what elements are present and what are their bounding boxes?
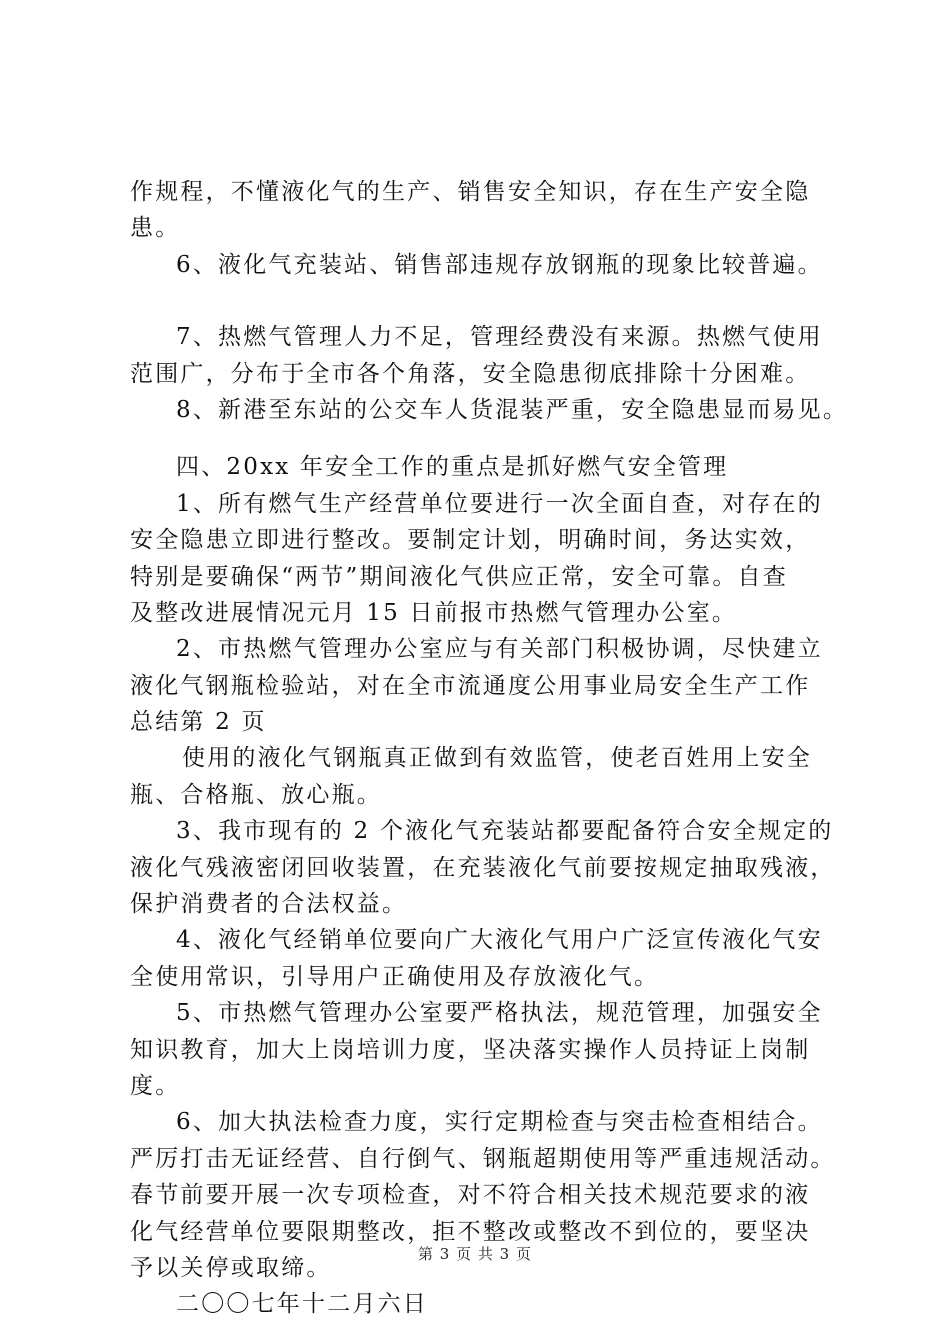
- body-line: 化气经营单位要限期整改，拒不整改或整改不到位的，要坚决: [130, 1218, 811, 1245]
- body-line: 患。: [130, 215, 181, 242]
- body-line: 严厉打击无证经营、自行倒气、钢瓶超期使用等严重违规活动。: [130, 1145, 836, 1172]
- body-line: 总结第 2 页: [130, 709, 267, 736]
- body-line: 知识教育，加大上岗培训力度，坚决落实操作人员持证上岗制: [130, 1036, 811, 1063]
- body-line: 特别是要确保“两节”期间液化气供应正常，安全可靠。自查: [130, 563, 788, 590]
- body-line: 安全隐患立即进行整改。要制定计划，明确时间，务达实效，: [130, 527, 811, 554]
- body-line: 瓶、合格瓶、放心瓶。: [130, 781, 382, 808]
- body-line: 全使用常识，引导用户正确使用及存放液化气。: [130, 963, 660, 990]
- body-line: 5、市热燃气管理办公室要严格执法，规范管理，加强安全: [176, 1000, 823, 1027]
- body-line: 8、新港至东站的公交车人货混装严重，安全隐患显而易见。: [176, 396, 849, 423]
- body-line: 作规程，不懂液化气的生产、销售安全知识，存在生产安全隐: [130, 179, 811, 205]
- body-line: 2、市热燃气管理办公室应与有关部门积极协调，尽快建立: [176, 636, 823, 663]
- body-line: 使用的液化气钢瓶真正做到有效监管，使老百姓用上安全: [182, 745, 812, 772]
- body-line: 1、所有燃气生产经营单位要进行一次全面自查，对存在的: [176, 490, 823, 517]
- body-line: 7、热燃气管理人力不足，管理经费没有来源。热燃气使用: [176, 324, 823, 351]
- body-line: 液化气残液密闭回收装置，在充装液化气前要按规定抽取残液，: [130, 854, 836, 881]
- body-line: 4、液化气经销单位要向广大液化气用户广泛宣传液化气安: [176, 927, 823, 954]
- body-line: 液化气钢瓶检验站，对在全市流通度公用事业局安全生产工作: [130, 672, 811, 699]
- body-line: 范围广，分布于全市各个角落，安全隐患彻底排除十分困难。: [130, 360, 811, 387]
- body-line: 度。: [130, 1072, 181, 1099]
- body-line: 保护消费者的合法权益。: [130, 891, 408, 918]
- body-line: 春节前要开展一次专项检查，对不符合相关技术规范要求的液: [130, 1182, 811, 1209]
- body-line: 及整改进展情况元月 15 日前报市热燃气管理办公室。: [130, 599, 738, 626]
- document-body: [130, 174, 849, 1323]
- paragraph-gap: [130, 283, 842, 319]
- paragraph-gap: [130, 428, 842, 449]
- section-heading: 四、20xx 年安全工作的重点是抓好燃气安全管理: [176, 454, 729, 481]
- body-line: 6、加大执法检查力度，实行定期检查与突击检查相结合。: [176, 1109, 823, 1136]
- body-line: 予以关停或取缔。: [130, 1254, 332, 1281]
- document-date: 二〇〇七年十二月六日: [176, 1291, 428, 1318]
- body-line: 6、液化气充装站、销售部违规存放钢瓶的现象比较普遍。: [176, 251, 823, 278]
- page-footer: 第 3 页 共 3 页: [418, 1245, 532, 1263]
- body-line: 3、我市现有的 2 个液化气充装站都要配备符合安全规定的: [176, 818, 834, 845]
